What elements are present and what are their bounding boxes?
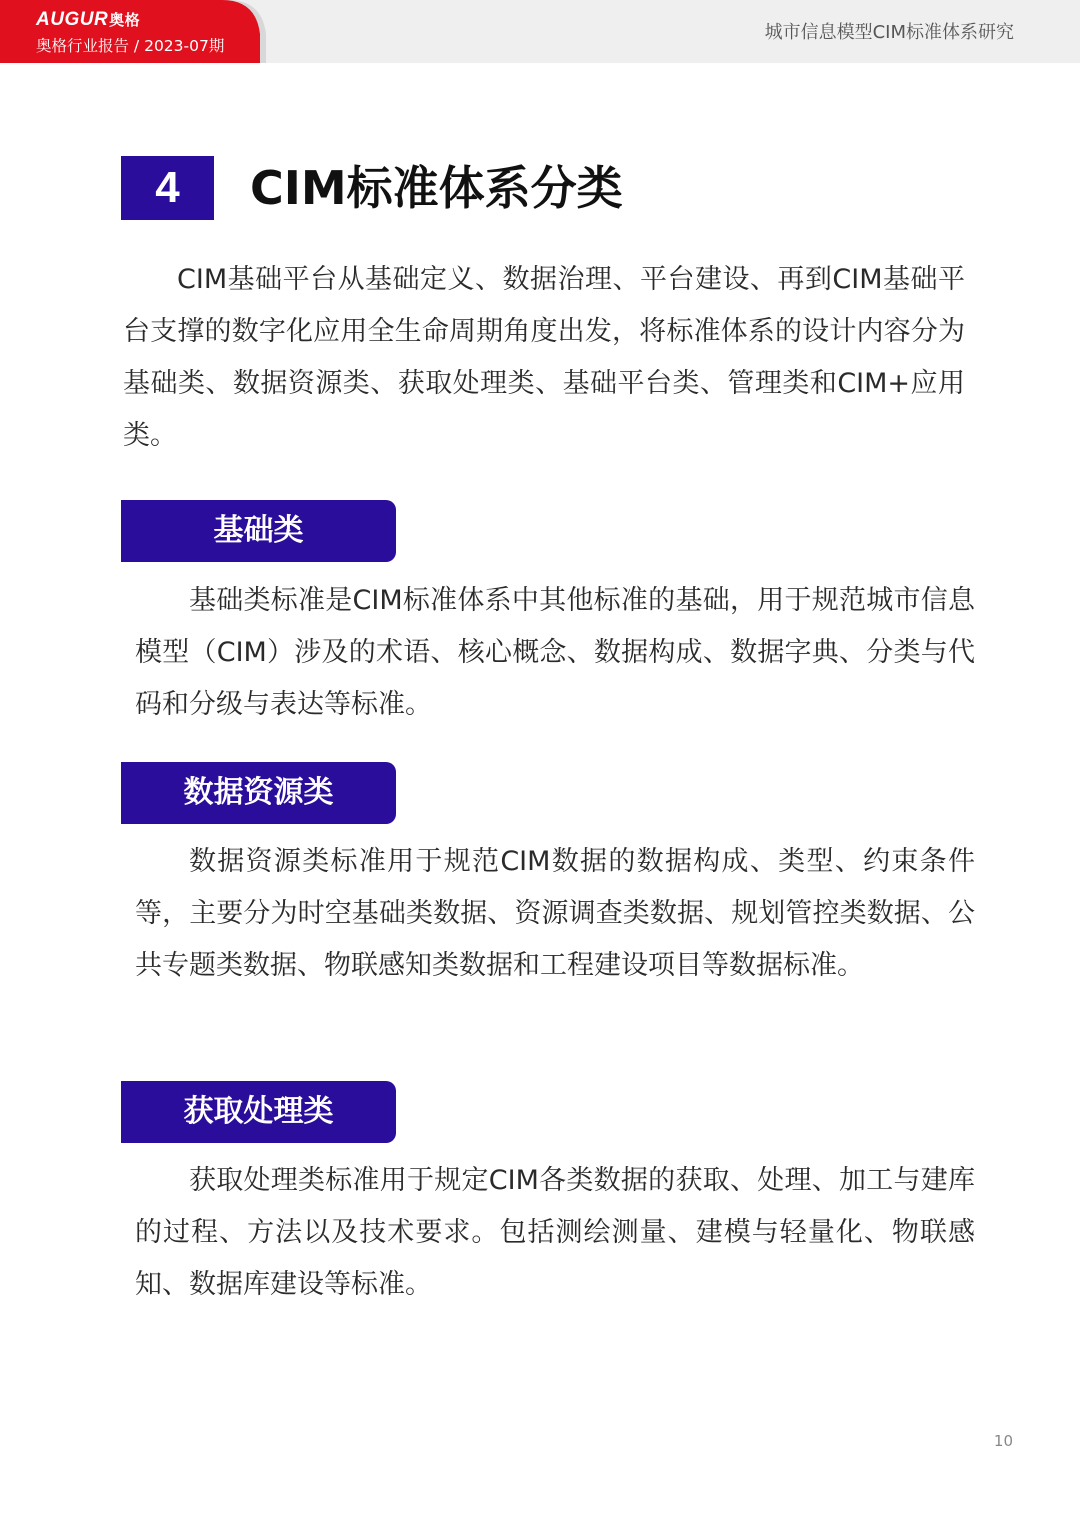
category-label-data-resources: 数据资源类 bbox=[121, 762, 396, 824]
category-label-acquisition-processing: 获取处理类 bbox=[121, 1081, 396, 1143]
category-paragraph-data-resources: 数据资源类标准用于规范CIM数据的数据构成、类型、约束条件等，主要分为时空基础类数据、资源调查类数据、规划管控类数据、公共专题类数据、物联感知类数据和工程建设项目等数据标准。 bbox=[135, 846, 975, 981]
brand-logo bbox=[36, 9, 140, 32]
report-title: 城市信息模型CIM标准体系研究 bbox=[764, 22, 1014, 43]
page-number: 10 bbox=[993, 1432, 1013, 1450]
section-number: 4 bbox=[121, 156, 214, 220]
intro-paragraph: CIM基础平台从基础定义、数据治理、平台建设、再到CIM基础平台支撑的数字化应用全生命周期角度出发，将标准体系的设计内容分为基础类、数据资源类、获取处理类、基础平台类、管理类和CIM+应用类。 bbox=[123, 264, 965, 451]
brand-block bbox=[0, 0, 262, 63]
category-paragraph-basic: 基础类标准是CIM标准体系中其他标准的基础，用于规范城市信息模型（CIM）涉及的术语、核心概念、数据构成、数据字典、分类与代码和分级与表达等标准。 bbox=[135, 585, 975, 720]
category-paragraph-acquisition-processing: 获取处理类标准用于规定CIM各类数据的获取、处理、加工与建库的过程、方法以及技术要求。包括测绘测量、建模与轻量化、物联感知、数据库建设等标准。 bbox=[135, 1165, 975, 1300]
section-title: CIM标准体系分类 bbox=[250, 161, 623, 215]
page-header bbox=[0, 0, 1080, 63]
category-label-basic: 基础类 bbox=[121, 500, 396, 562]
brand-logo-cn: 奥格 bbox=[109, 12, 141, 29]
brand-logo-text: AUGUR bbox=[36, 9, 109, 30]
brand-subtitle: 奥格行业报告 / 2023-07期 bbox=[36, 37, 225, 55]
